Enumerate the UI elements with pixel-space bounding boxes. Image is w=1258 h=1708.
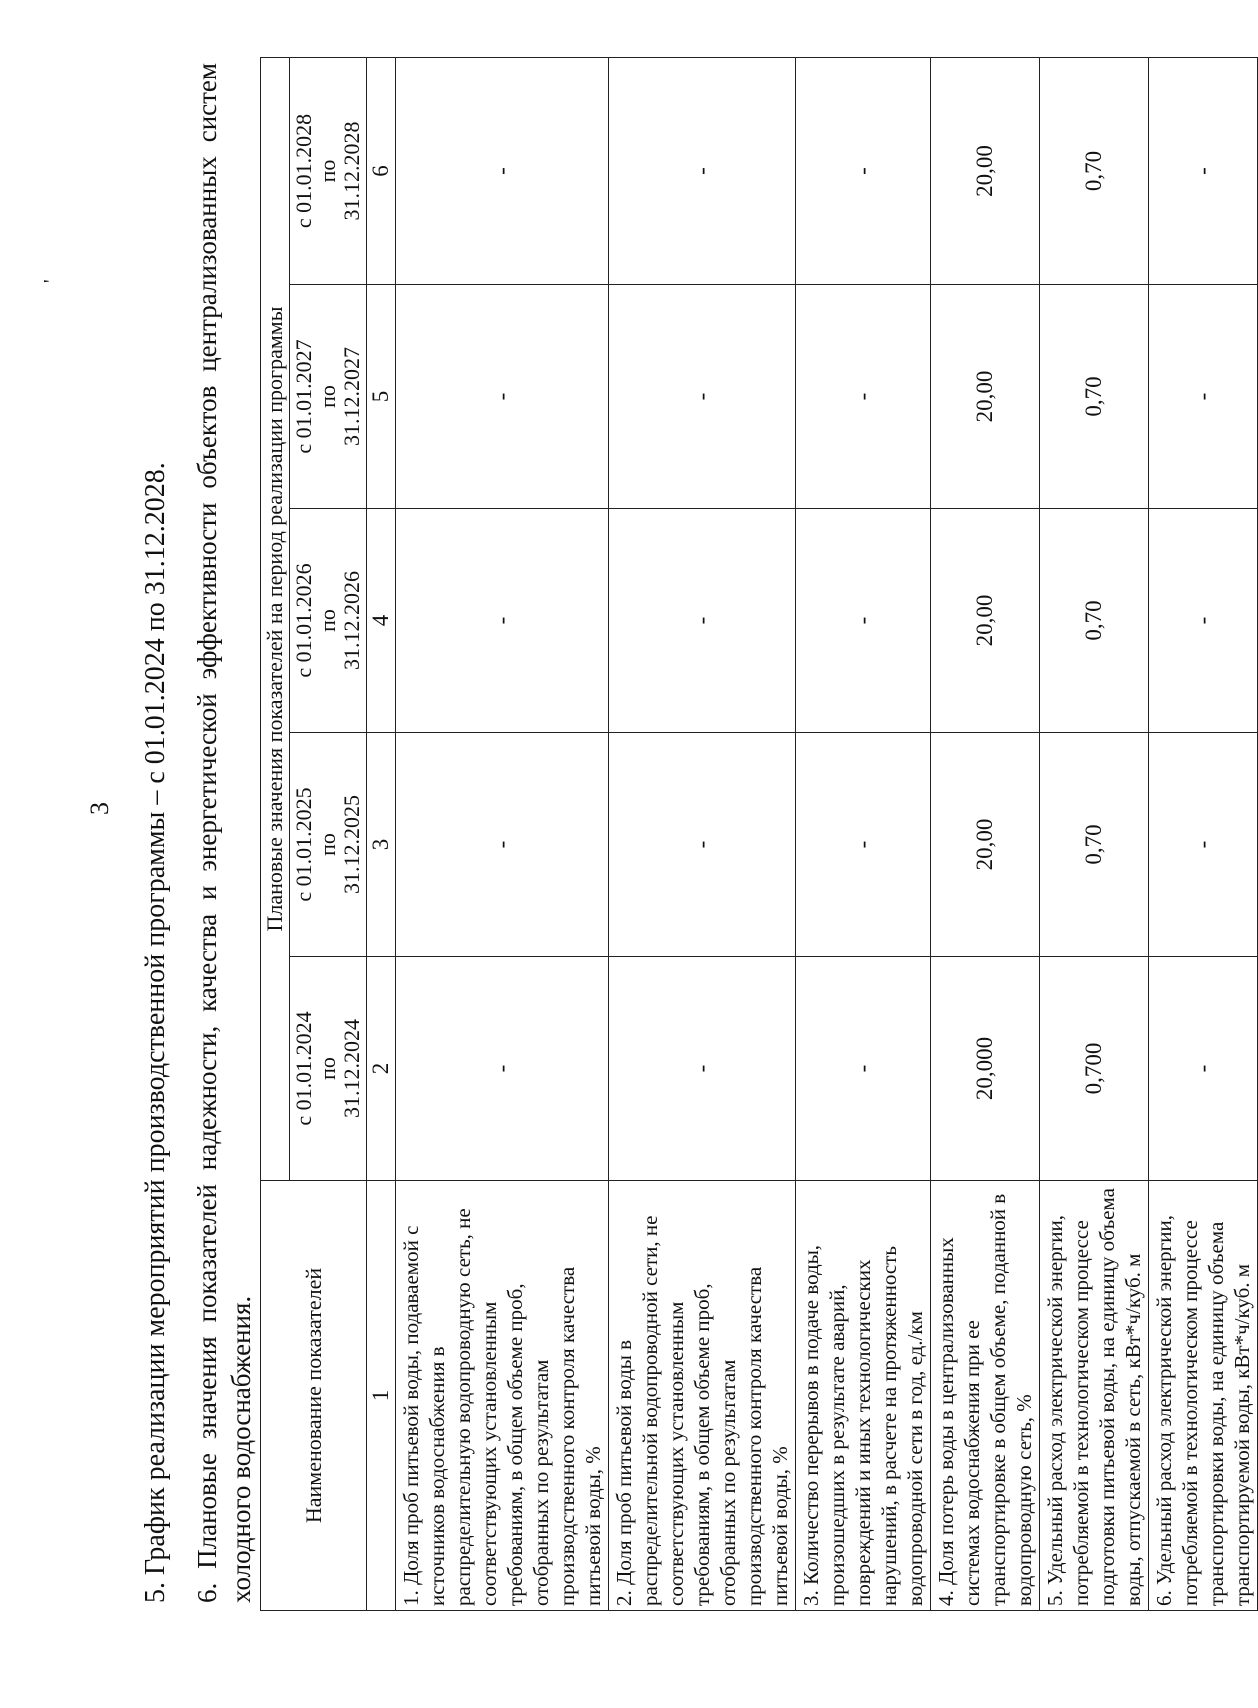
- column-number-row: [367, 58, 396, 1611]
- header-name: Наименование показателей: [261, 1181, 367, 1611]
- column-number: 2: [367, 957, 396, 1181]
- table-row: [931, 58, 1040, 1611]
- period-header: с 01.01.2026 по 31.12.2026: [290, 509, 367, 733]
- indicator-value: 20,00: [931, 509, 1040, 733]
- column-number: 5: [367, 285, 396, 509]
- indicator-value: -: [1149, 285, 1258, 509]
- indicator-name: 4. Доля потерь воды в централизованных системах водоснабжения при ее транспортировке в общем объеме, поданной в водопроводную сеть, %: [931, 1181, 1040, 1611]
- table-row: [1149, 58, 1258, 1611]
- indicator-value: -: [609, 509, 796, 733]
- indicator-value: -: [396, 58, 609, 285]
- indicator-name: 6. Удельный расход электрической энергии, потребляемой в технологическом процессе транспортировки воды, на единицу объема транспортируемой воды, кВт*ч/куб. м: [1149, 1181, 1258, 1611]
- indicator-value: -: [796, 58, 931, 285]
- indicator-value: -: [396, 285, 609, 509]
- column-number: 1: [367, 1181, 396, 1611]
- indicator-value: -: [796, 733, 931, 957]
- header-row-group: [261, 58, 290, 1611]
- column-number: 4: [367, 509, 396, 733]
- indicator-value: -: [796, 285, 931, 509]
- indicator-value: 0,700: [1040, 957, 1149, 1181]
- indicator-value: -: [1149, 509, 1258, 733]
- indicator-value: -: [1149, 733, 1258, 957]
- column-number: 3: [367, 733, 396, 957]
- period-header: с 01.01.2025 по 31.12.2025: [290, 733, 367, 957]
- indicators-table: [260, 57, 1258, 1611]
- indicator-value: 20,00: [931, 58, 1040, 285]
- table-row: [609, 58, 796, 1611]
- indicator-value: 20,000: [931, 957, 1040, 1181]
- section-5-heading: 5. График реализации мероприятий производственной программы – с 01.01.2024 по 31.12.2028.: [140, 462, 171, 1603]
- indicator-value: -: [1149, 58, 1258, 285]
- column-number: 6: [367, 58, 396, 285]
- indicator-value: -: [396, 733, 609, 957]
- header-group: Плановые значения показателей на период реализации программы: [261, 58, 290, 1181]
- indicator-value: -: [609, 58, 796, 285]
- table-row: [796, 58, 931, 1611]
- indicator-value: 0,70: [1040, 509, 1149, 733]
- table-row: [396, 58, 609, 1611]
- indicator-name: 2. Доля проб питьевой воды в распределительной водопроводной сети, не соответствующих установленным требованиям, в общем объеме проб, отобранных по результатам производственного контроля качества питьевой воды, %: [609, 1181, 796, 1611]
- indicator-value: -: [609, 285, 796, 509]
- indicator-value: -: [396, 957, 609, 1181]
- indicator-name: 5. Удельный расход электрической энергии, потребляемой в технологическом процессе подготовки питьевой воды, на единицу объема воды, отпускаемой в сеть, кВт*ч/куб. м: [1040, 1181, 1149, 1611]
- indicator-value: -: [1149, 957, 1258, 1181]
- indicator-value: 0,70: [1040, 58, 1149, 285]
- period-header: с 01.01.2027 по 31.12.2027: [290, 285, 367, 509]
- indicator-value: -: [396, 509, 609, 733]
- indicator-value: 20,00: [931, 285, 1040, 509]
- period-header: с 01.01.2028 по 31.12.2028: [290, 58, 367, 285]
- indicator-value: -: [609, 957, 796, 1181]
- page-number: 3: [85, 802, 114, 815]
- period-header: с 01.01.2024 по 31.12.2024: [290, 957, 367, 1181]
- indicator-value: -: [609, 733, 796, 957]
- table-row: [1040, 58, 1149, 1611]
- indicator-value: -: [796, 509, 931, 733]
- indicator-value: 20,00: [931, 733, 1040, 957]
- indicator-name: 1. Доля проб питьевой воды, подаваемой с источников водоснабжения в распределительную водопроводную сеть, не соответствующих установленным требованиям, в общем объеме проб, отобранных по результатам производственного контроля качества питьевой воды, %: [396, 1181, 609, 1611]
- corner-mark: ': [40, 279, 62, 283]
- indicator-value: -: [796, 957, 931, 1181]
- indicator-value: 0,70: [1040, 733, 1149, 957]
- indicator-value: 0,70: [1040, 285, 1149, 509]
- indicator-name: 3. Количество перерывов в подаче воды, произошедших в результате аварий, повреждений и иных технологических нарушений, в расчете на протяженность водопроводной сети в год, ед./км: [796, 1181, 931, 1611]
- section-6-heading: 6. Плановые значения показателей надежности, качества и энергетической эффективности объектов централизованных систем холодного водоснабжения.: [192, 63, 256, 1603]
